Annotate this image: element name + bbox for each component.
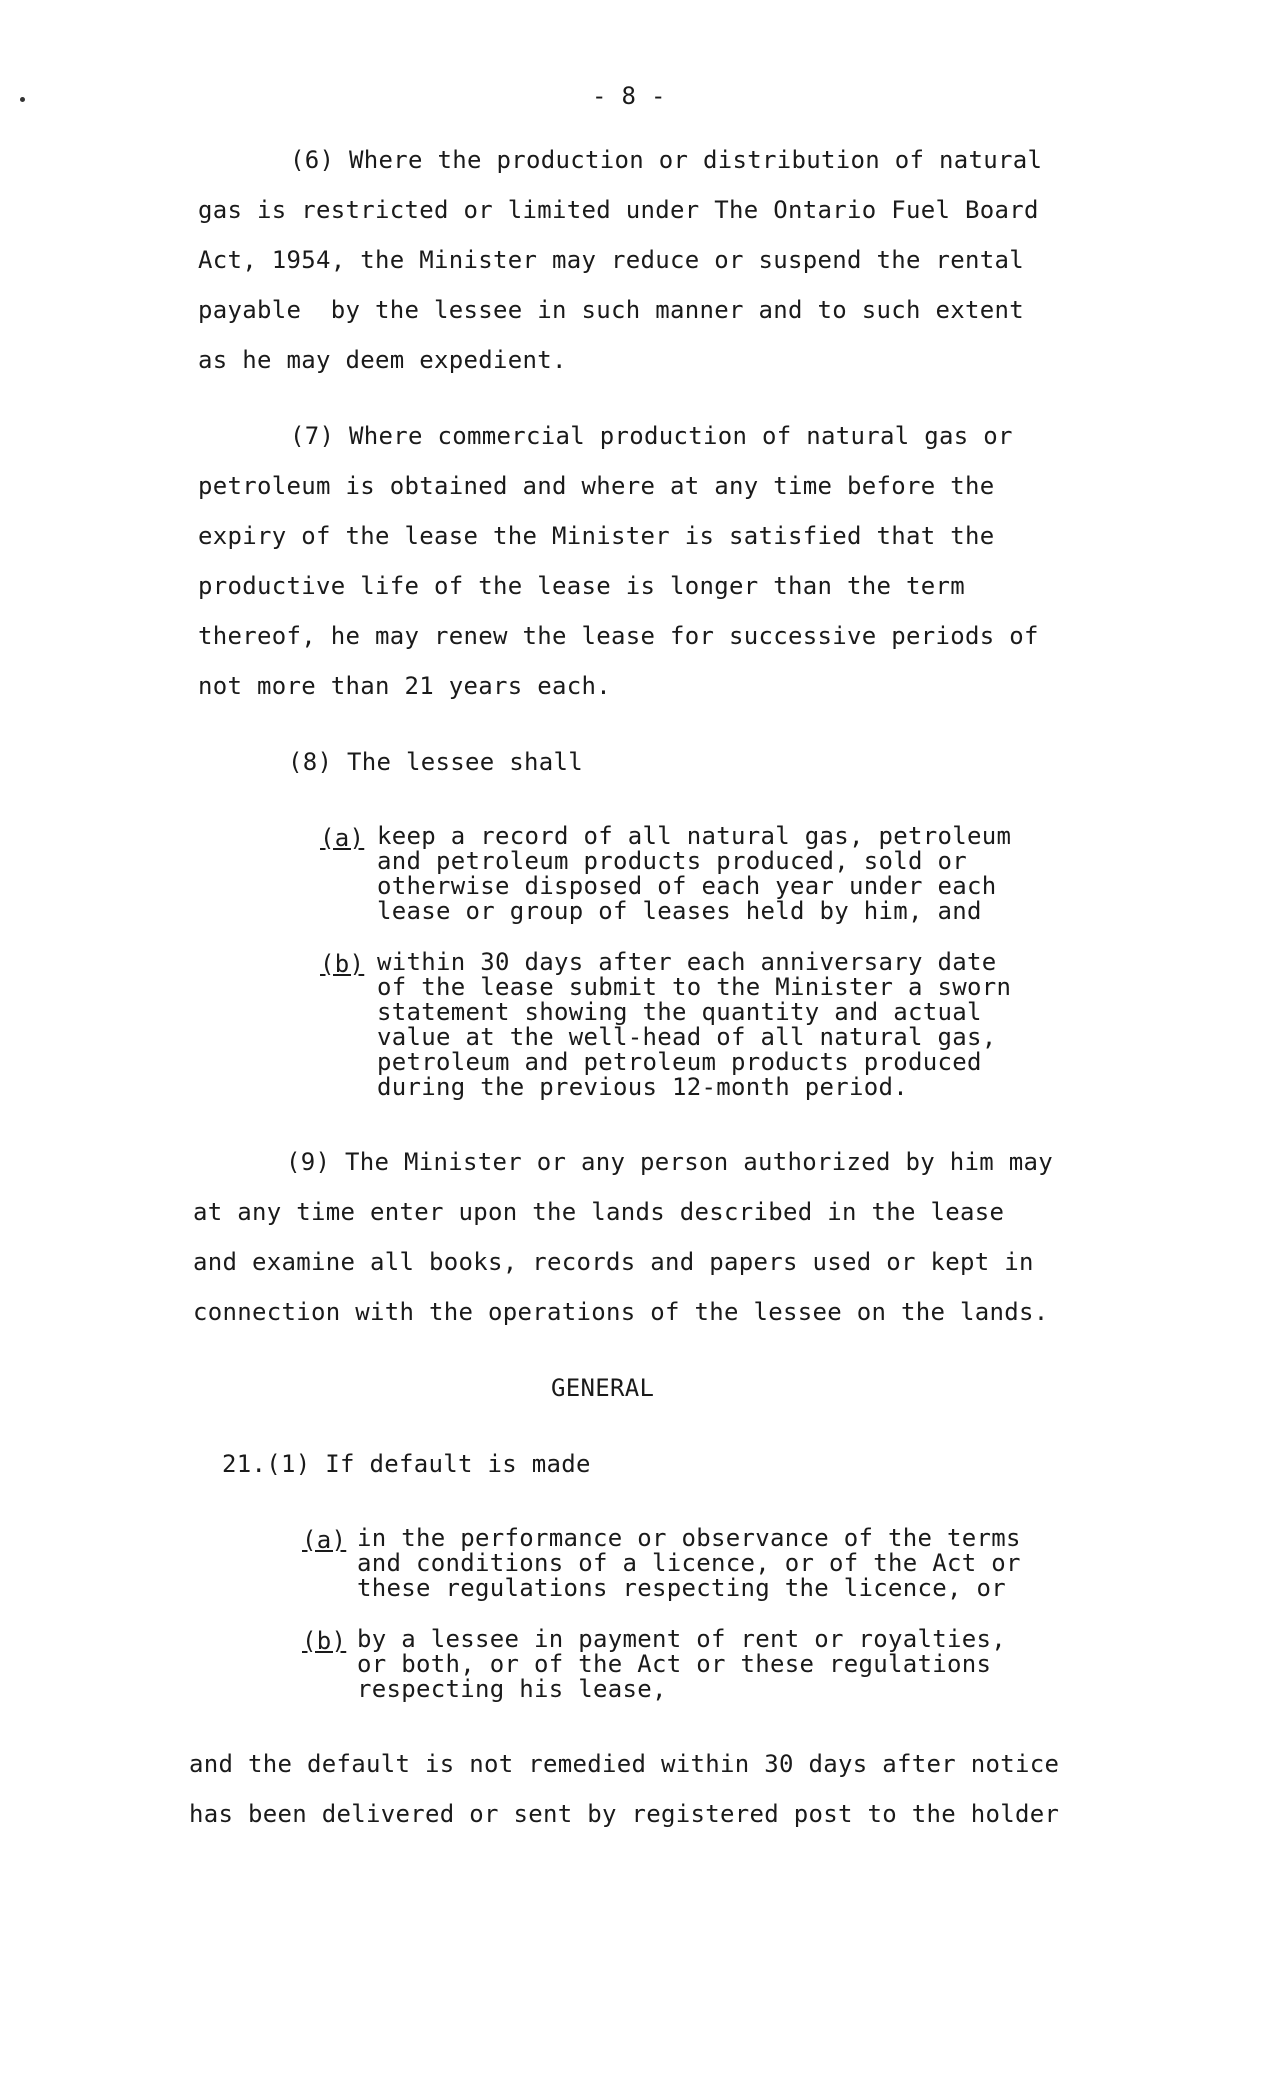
clause-line: in the performance or observance of the terms — [357, 1524, 1021, 1552]
paragraph-line: (7) Where commercial production of natural gas or — [290, 422, 1013, 450]
clause-line: petroleum and petroleum products produced — [377, 1048, 982, 1076]
section-intro: 21.(1) If default is made — [222, 1450, 591, 1478]
clause-line: by a lessee in payment of rent or royalties, — [357, 1625, 1006, 1653]
clause-line: or both, or of the Act or these regulations — [357, 1650, 992, 1678]
paragraph-line: (9) The Minister or any person authorized by him may — [286, 1148, 1053, 1176]
paragraph-line: expiry of the lease the Minister is satisfied that the — [198, 522, 995, 550]
paragraph-line: gas is restricted or limited under The Ontario Fuel Board — [198, 196, 1039, 224]
clause-line: otherwise disposed of each year under each — [377, 872, 997, 900]
clause-line: lease or group of leases held by him, and — [377, 897, 982, 925]
paragraph-line: and examine all books, records and papers used or kept in — [193, 1248, 1034, 1276]
paragraph-line: not more than 21 years each. — [198, 672, 611, 700]
paragraph-line: Act, 1954, the Minister may reduce or suspend the rental — [198, 246, 1024, 274]
clause-line: and petroleum products produced, sold or — [377, 847, 967, 875]
clause-line: and conditions of a licence, or of the Act or — [357, 1549, 1021, 1577]
clause-label: (b) — [320, 950, 365, 978]
margin-speck — [20, 97, 25, 102]
paragraph-line: payable by the lessee in such manner and to such extent — [198, 296, 1024, 324]
clause-line: these regulations respecting the licence, or — [357, 1574, 1006, 1602]
paragraph-line: and the default is not remedied within 30 days after notice — [189, 1750, 1060, 1778]
clause-label: (a) — [302, 1526, 347, 1554]
clause-line: within 30 days after each anniversary date — [377, 948, 997, 976]
paragraph-intro: (8) The lessee shall — [288, 748, 583, 776]
paragraph-line: thereof, he may renew the lease for successive periods of — [198, 622, 1039, 650]
clause-line: keep a record of all natural gas, petroleum — [377, 822, 1012, 850]
paragraph-line: (6) Where the production or distribution of natural — [290, 146, 1043, 174]
clause-line: statement showing the quantity and actual — [377, 998, 982, 1026]
clause-line: during the previous 12-month period. — [377, 1073, 908, 1101]
clause-label: (b) — [302, 1627, 347, 1655]
paragraph-line: at any time enter upon the lands described in the lease — [193, 1198, 1005, 1226]
clause-line: value at the well-head of all natural gas, — [377, 1023, 997, 1051]
clause-line: respecting his lease, — [357, 1675, 667, 1703]
paragraph-line: productive life of the lease is longer than the term — [198, 572, 965, 600]
paragraph-line: petroleum is obtained and where at any time before the — [198, 472, 995, 500]
paragraph-line: as he may deem expedient. — [198, 346, 567, 374]
clause-line: of the lease submit to the Minister a sworn — [377, 973, 1012, 1001]
section-heading: GENERAL — [551, 1374, 655, 1402]
page-number: - 8 - — [592, 82, 666, 110]
clause-label: (a) — [320, 824, 365, 852]
paragraph-line: connection with the operations of the lessee on the lands. — [193, 1298, 1049, 1326]
paragraph-line: has been delivered or sent by registered post to the holder — [189, 1800, 1060, 1828]
